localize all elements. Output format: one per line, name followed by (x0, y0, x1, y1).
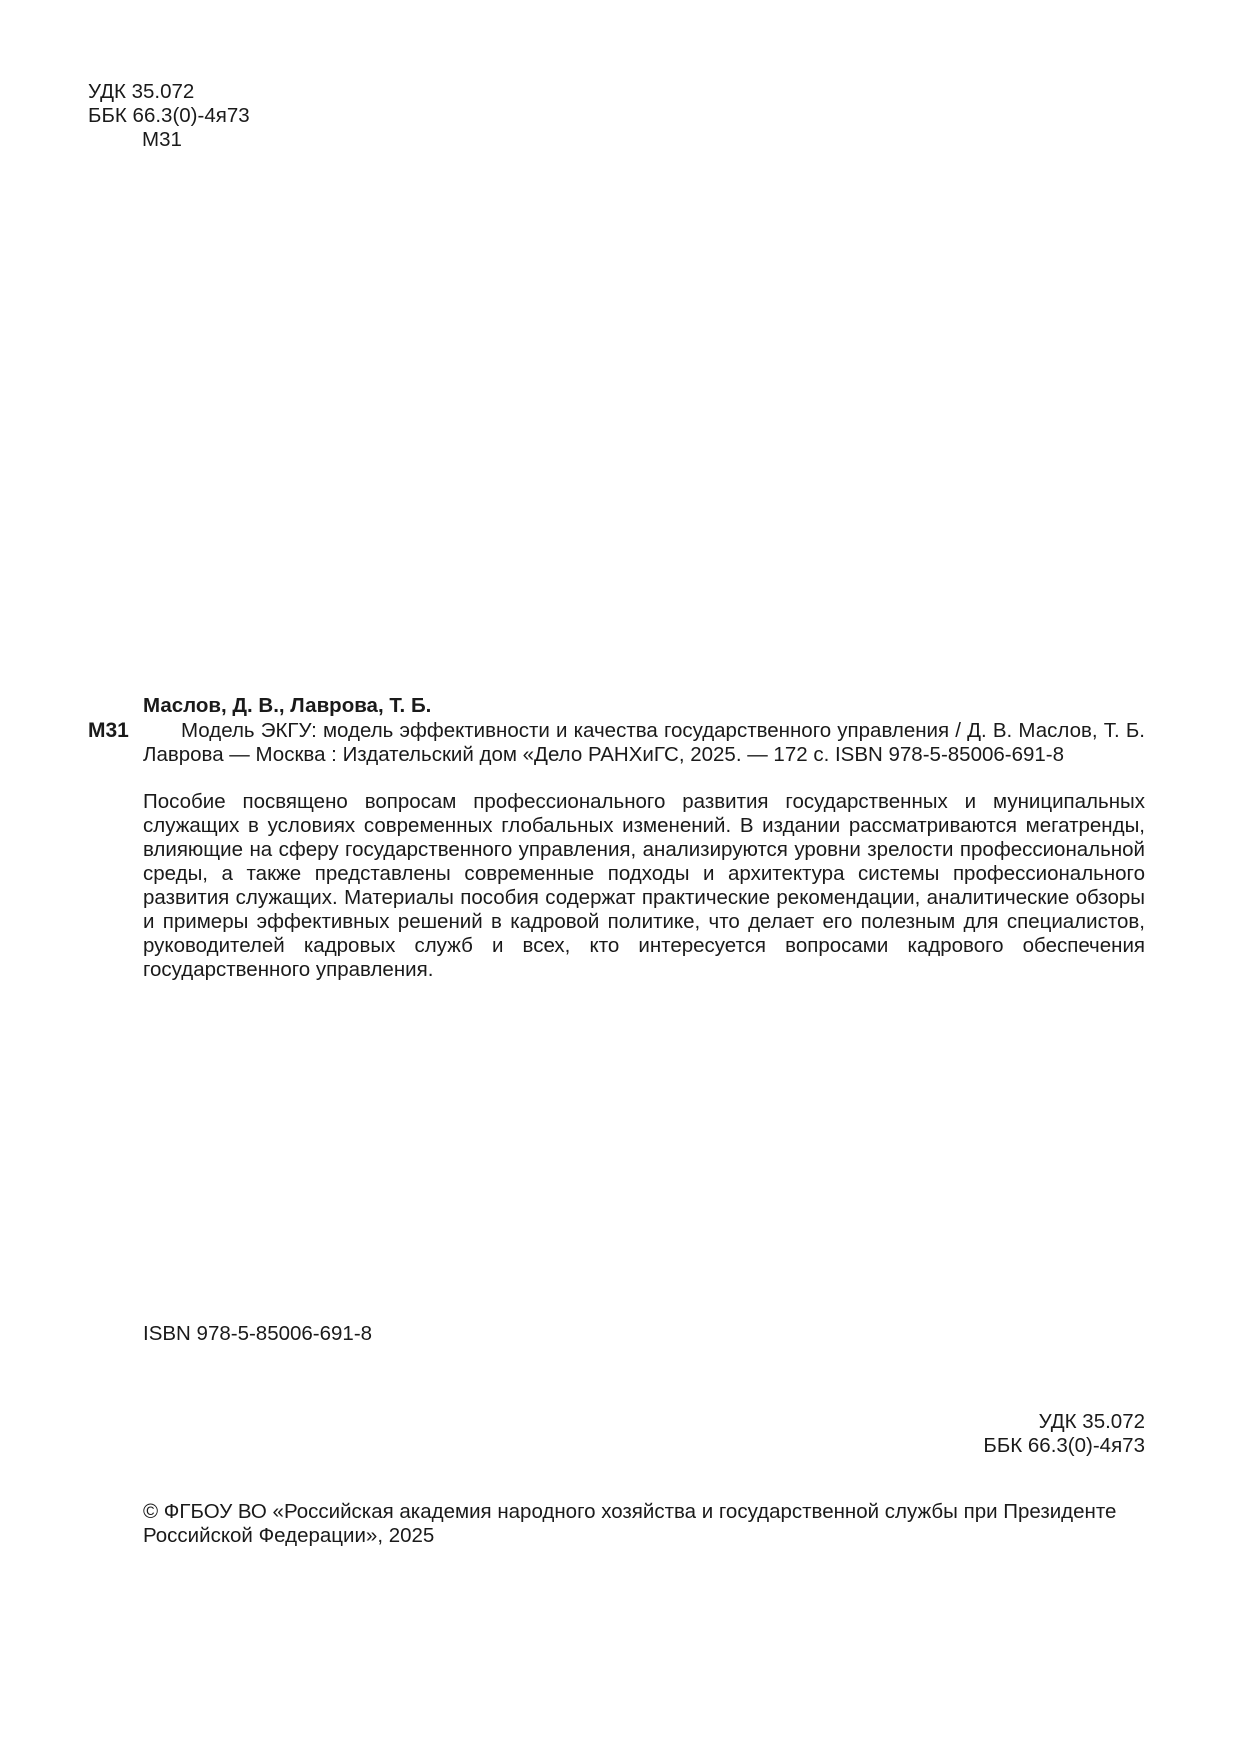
classification-codes-top (88, 80, 250, 152)
author-sign-margin: М31 (88, 719, 129, 742)
bbk-code: ББК 66.3(0)-4я73 (983, 1434, 1145, 1457)
annotation-text: Пособие посвящено вопросам профессионального развития государственных и муниципальных служащих в условиях современных глобальных изменений. В издании рассматриваются мегатренды, влияющие на сферу государственного управления, анализируются уровни зрелости профессиональной среды, а также представлены современные подходы и архитектура системы профессионального развития служащих. Материалы пособия содержат практические рекомендации, аналитические обзоры и примеры эффективных решений в кадровой политике, что делает его полезным для специалистов, руководителей кадровых служб и всех, кто интересуется вопросами кадрового обеспечения государственного управления. (143, 790, 1145, 981)
classification-codes-bottom (983, 1410, 1145, 1458)
catalog-record (143, 694, 1145, 982)
copyright-notice: © ФГБОУ ВО «Российская академия народного хозяйства и государственной службы при Президенте Российской Федерации», 2025 (143, 1500, 1117, 1547)
isbn-line: ISBN 978-5-85006-691-8 (143, 1322, 373, 1345)
bbk-code: ББК 66.3(0)-4я73 (88, 104, 250, 127)
author-sign: М31 (142, 128, 182, 151)
udk-code: УДК 35.072 (1038, 1410, 1145, 1433)
bibliographic-description: Модель ЭКГУ: модель эффективности и качества государственного управления / Д. В. Маслов, Т. Б. Лаврова — Москва : Издательский дом «Дело РАНХиГС, 2025. — 172 с. ISBN 978-5-85006-691-8 (143, 719, 1145, 766)
authors-heading: Маслов, Д. В., Лаврова, Т. Б. (143, 694, 432, 717)
udk-code: УДК 35.072 (88, 80, 195, 103)
